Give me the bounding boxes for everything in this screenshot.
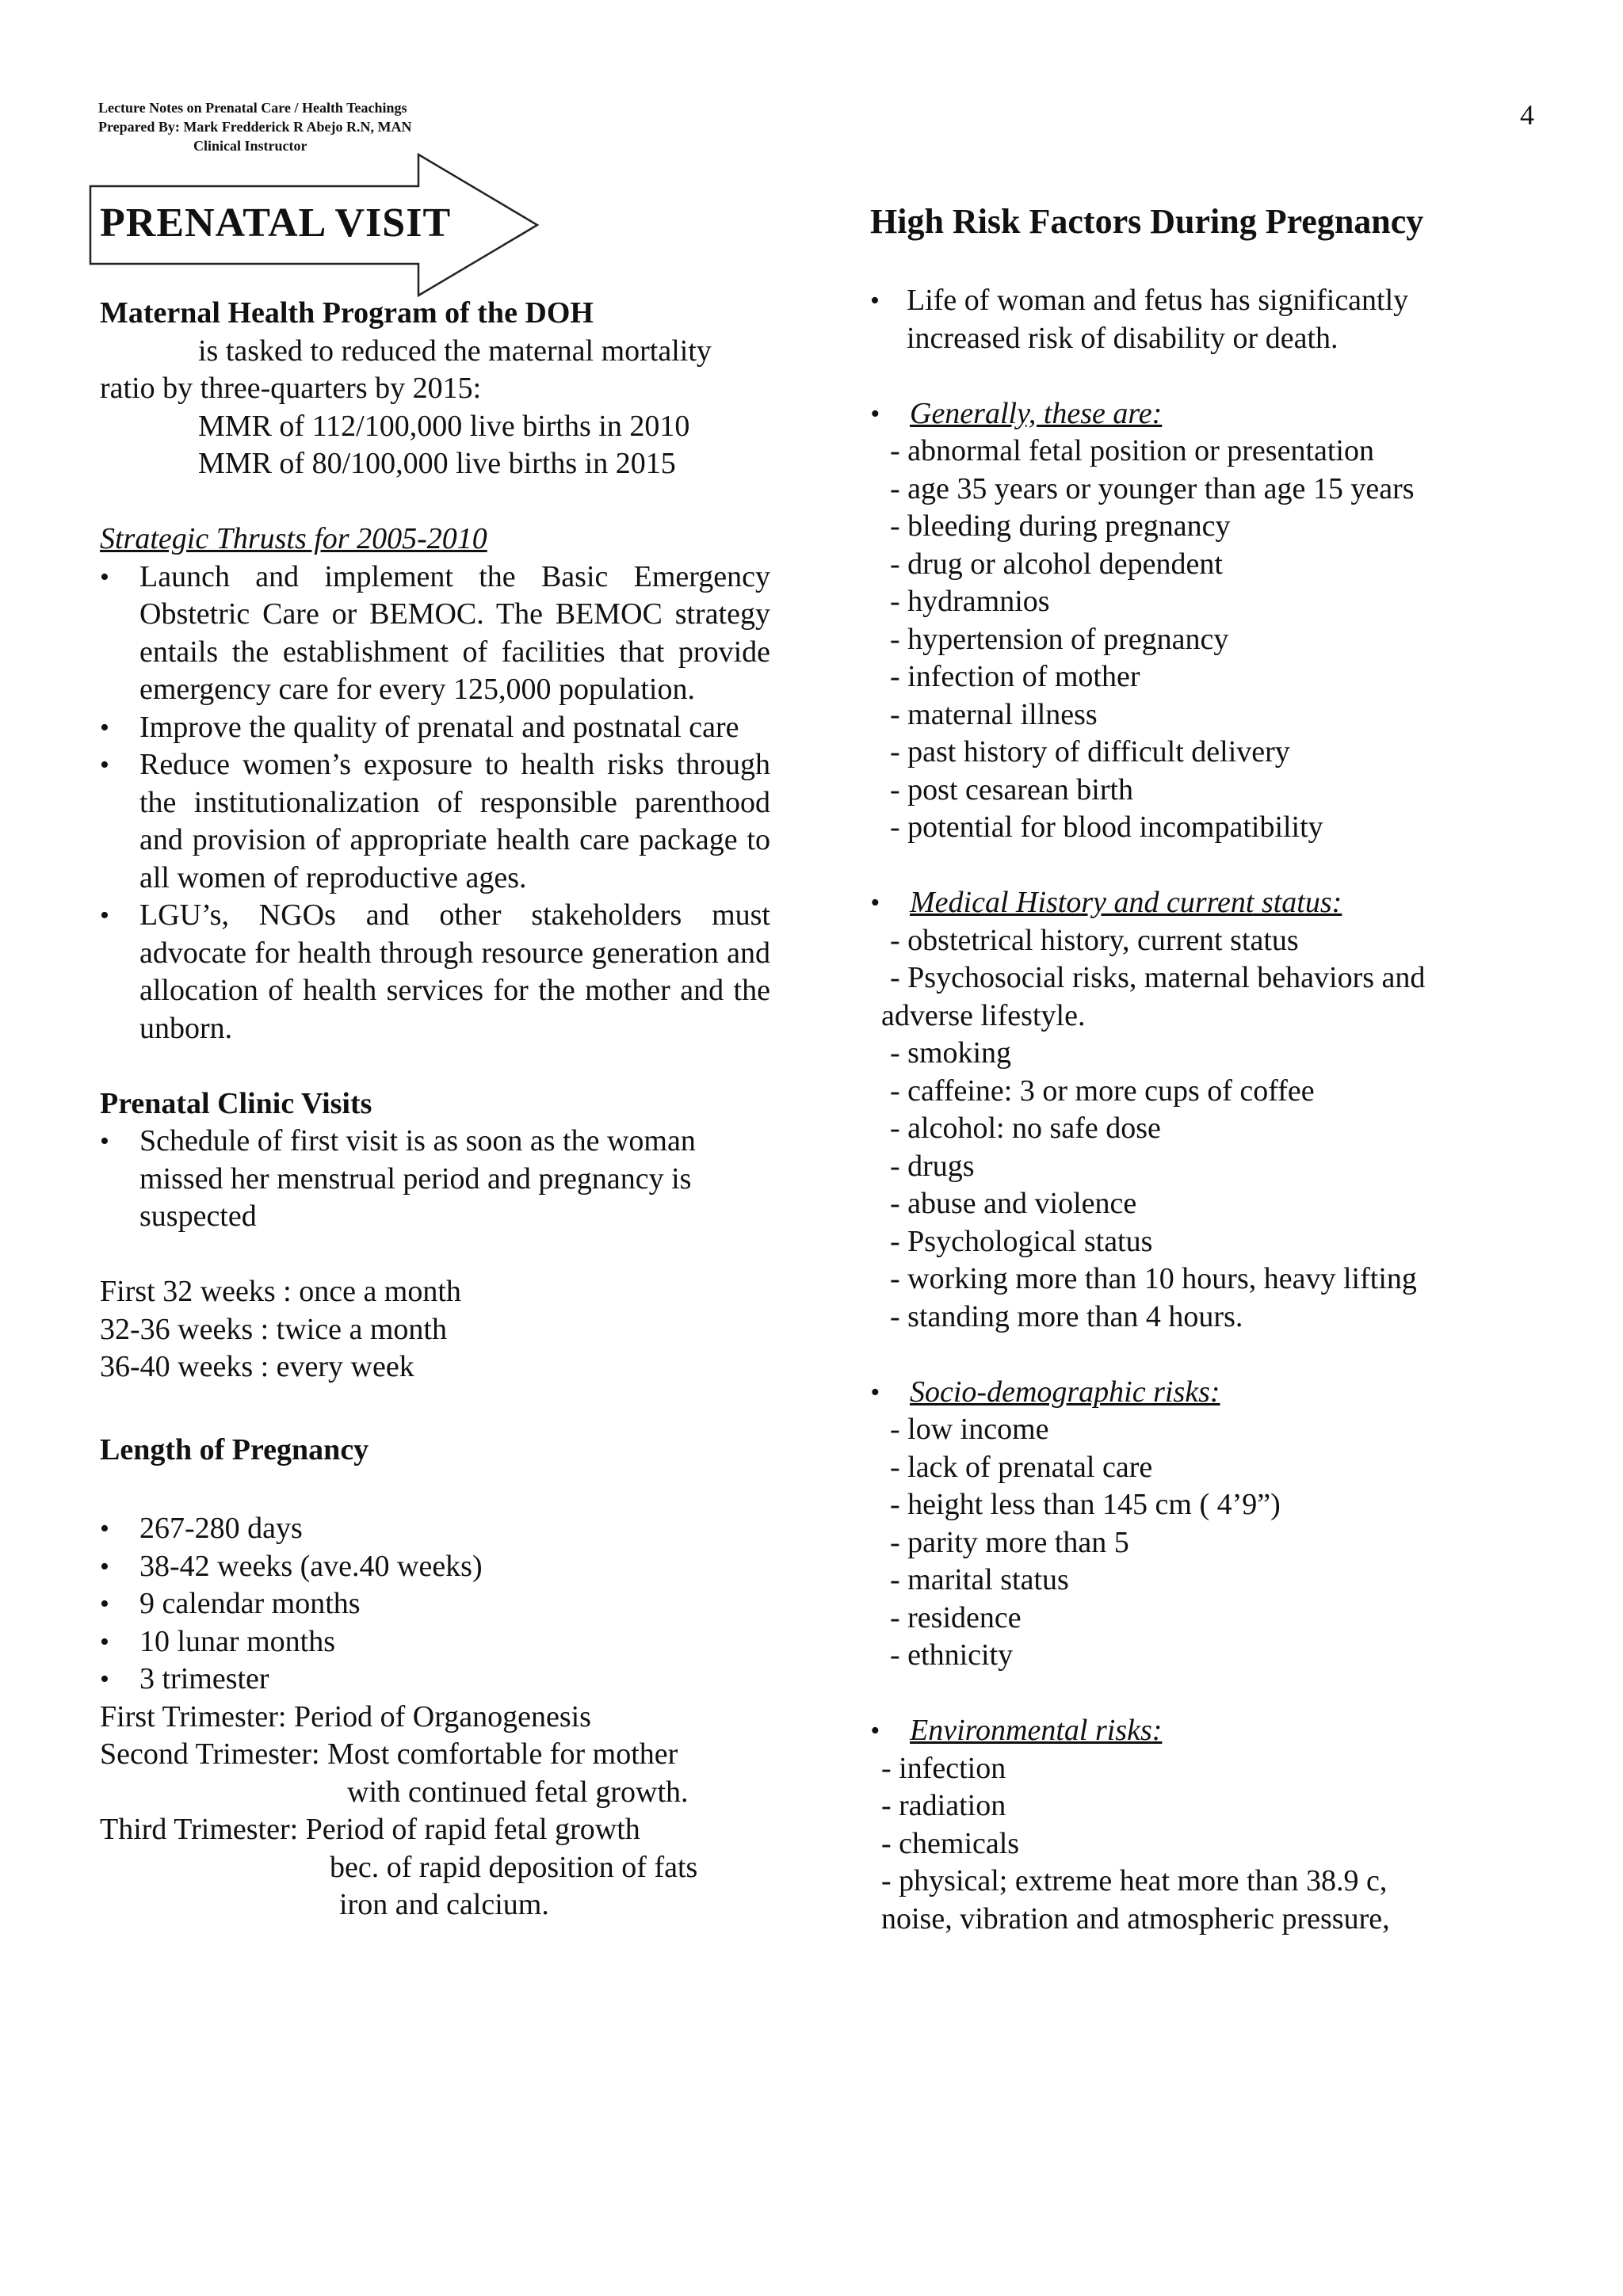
list-item: - alcohol: no safe dose <box>890 1112 1161 1145</box>
list-item: - abuse and violence <box>890 1187 1137 1220</box>
list-item-cont: noise, vibration and atmospheric pressure, <box>881 1901 1390 1936</box>
list-item: - physical; extreme heat more than 38.9 c, <box>881 1864 1388 1897</box>
high-risk-heading: High Risk Factors During Pregnancy <box>870 202 1424 241</box>
environmental-risks-label: • Environmental risks: <box>870 1712 1512 1750</box>
list-item: - residence <box>890 1600 1022 1634</box>
medical-history-label: • Medical History and current status: <box>870 884 1512 922</box>
list-item: - height less than 145 cm ( 4’9”) <box>890 1488 1281 1521</box>
list-item: - marital status <box>890 1563 1069 1596</box>
list-item: - radiation <box>881 1789 1006 1822</box>
clinic-visits-list <box>100 1123 770 1236</box>
list-item: - past history of difficult delivery <box>890 735 1290 769</box>
mmr-2010: MMR of 112/100,000 live births in 2010 <box>198 409 690 443</box>
schedule-line: 36-40 weeks : every week <box>100 1350 414 1383</box>
high-risk-intro <box>870 282 1512 357</box>
list-item: - smoking <box>890 1036 1012 1070</box>
strategic-thrusts-list <box>100 559 770 1048</box>
page-number: 4 <box>1520 99 1534 131</box>
strategic-thrusts-heading: Strategic Thrusts for 2005-2010 <box>100 522 487 555</box>
list-item: - potential for blood incompatibility <box>890 810 1323 844</box>
list-item: • 10 lunar months <box>100 1623 770 1661</box>
list-item: • 9 calendar months <box>100 1585 770 1623</box>
second-trimester: Second Trimester: Most comfortable for mother <box>100 1737 678 1771</box>
third-trimester-cont-2: iron and calcium. <box>339 1888 549 1921</box>
high-risk-intro-text: • Life of woman and fetus has significantly increased risk of disability or death. <box>907 284 1409 355</box>
list-item: - drugs <box>890 1149 975 1183</box>
list-item: - chemicals <box>881 1826 1020 1860</box>
mmr-2015: MMR of 80/100,000 live births in 2015 <box>198 447 676 480</box>
maternal-health-heading: Maternal Health Program of the DOH <box>100 296 594 330</box>
list-item: - abnormal fetal position or presentation <box>890 434 1374 467</box>
length-of-pregnancy-list <box>100 1510 770 1699</box>
list-item: - obstetrical history, current status <box>890 923 1299 957</box>
page-header <box>98 98 411 155</box>
left-column <box>100 295 770 1924</box>
list-item: - Psychosocial risks, maternal behaviors and <box>890 961 1426 994</box>
list-item: - working more than 10 hours, heavy lifting <box>890 1262 1417 1295</box>
list-item: - infection <box>881 1751 1006 1785</box>
first-trimester: First Trimester: Period of Organogenesis <box>100 1699 591 1733</box>
list-item: - age 35 years or younger than age 15 years <box>890 471 1415 505</box>
length-of-pregnancy-heading: Length of Pregnancy <box>100 1432 369 1466</box>
maternal-text-line-1: is tasked to reduced the maternal mortality <box>198 334 712 368</box>
third-trimester: Third Trimester: Period of rapid fetal growth <box>100 1813 640 1846</box>
list-item: - parity more than 5 <box>890 1525 1129 1559</box>
header-line-3: Clinical Instructor <box>193 138 307 154</box>
prenatal-clinic-visits-heading: Prenatal Clinic Visits <box>100 1086 372 1120</box>
list-item: - lack of prenatal care <box>890 1450 1153 1484</box>
list-item: • 3 trimester <box>100 1661 770 1699</box>
list-item: - ethnicity <box>890 1638 1014 1672</box>
maternal-text-line-2: ratio by three-quarters by 2015: <box>100 372 482 405</box>
list-item: - standing more than 4 hours. <box>890 1299 1243 1333</box>
list-item: - drug or alcohol dependent <box>890 547 1223 581</box>
header-line-2: Prepared By: Mark Fredderick R Abejo R.N, MAN <box>98 119 412 135</box>
list-item: - hypertension of pregnancy <box>890 622 1229 656</box>
list-item: - hydramnios <box>890 585 1050 618</box>
list-item: - low income <box>890 1413 1049 1446</box>
list-item: - bleeding during pregnancy <box>890 509 1231 543</box>
list-item: - caffeine: 3 or more cups of coffee <box>890 1074 1315 1108</box>
list-item: - maternal illness <box>890 697 1098 731</box>
second-trimester-cont: with continued fetal growth. <box>347 1775 689 1809</box>
list-item: • 38-42 weeks (ave.40 weeks) <box>100 1548 770 1586</box>
list-item-cont: adverse lifestyle. <box>881 998 1086 1032</box>
list-item: - infection of mother <box>890 660 1140 693</box>
list-item: - post cesarean birth <box>890 772 1134 807</box>
list-item: • Schedule of first visit is as soon as the woman missed her menstrual period and pregnancy is suspected <box>100 1123 754 1236</box>
right-column <box>870 282 1512 1938</box>
third-trimester-cont-1: bec. of rapid deposition of fats <box>330 1850 698 1884</box>
list-item: • LGU’s, NGOs and other stakeholders must advocate for health through resource generation and allocation of health services for the mother and the unborn. <box>100 897 770 1047</box>
list-item: • 267-280 days <box>100 1510 770 1548</box>
list-item: • Launch and implement the Basic Emergency Obstetric Care or BEMOC. The BEMOC strategy entails the establishment of facilities that provide emergency care for every 125,000 population. <box>100 559 770 709</box>
list-item: • Reduce women’s exposure to health risks through the institutionalization of responsible parenthood and provision of appropriate health care package to all women of reproductive ages. <box>100 746 770 897</box>
section-title-prenatal-visit: PRENATAL VISIT <box>100 200 452 246</box>
list-item: • Improve the quality of prenatal and postnatal care <box>100 709 770 747</box>
list-item: - Psychological status <box>890 1224 1153 1258</box>
header-line-1: Lecture Notes on Prenatal Care / Health Teachings <box>98 100 407 116</box>
schedule-line: First 32 weeks : once a month <box>100 1275 461 1308</box>
schedule-line: 32-36 weeks : twice a month <box>100 1312 447 1346</box>
general-risks-label: • Generally, these are: <box>870 395 1512 433</box>
socio-demographic-label: • Socio-demographic risks: <box>870 1374 1512 1412</box>
